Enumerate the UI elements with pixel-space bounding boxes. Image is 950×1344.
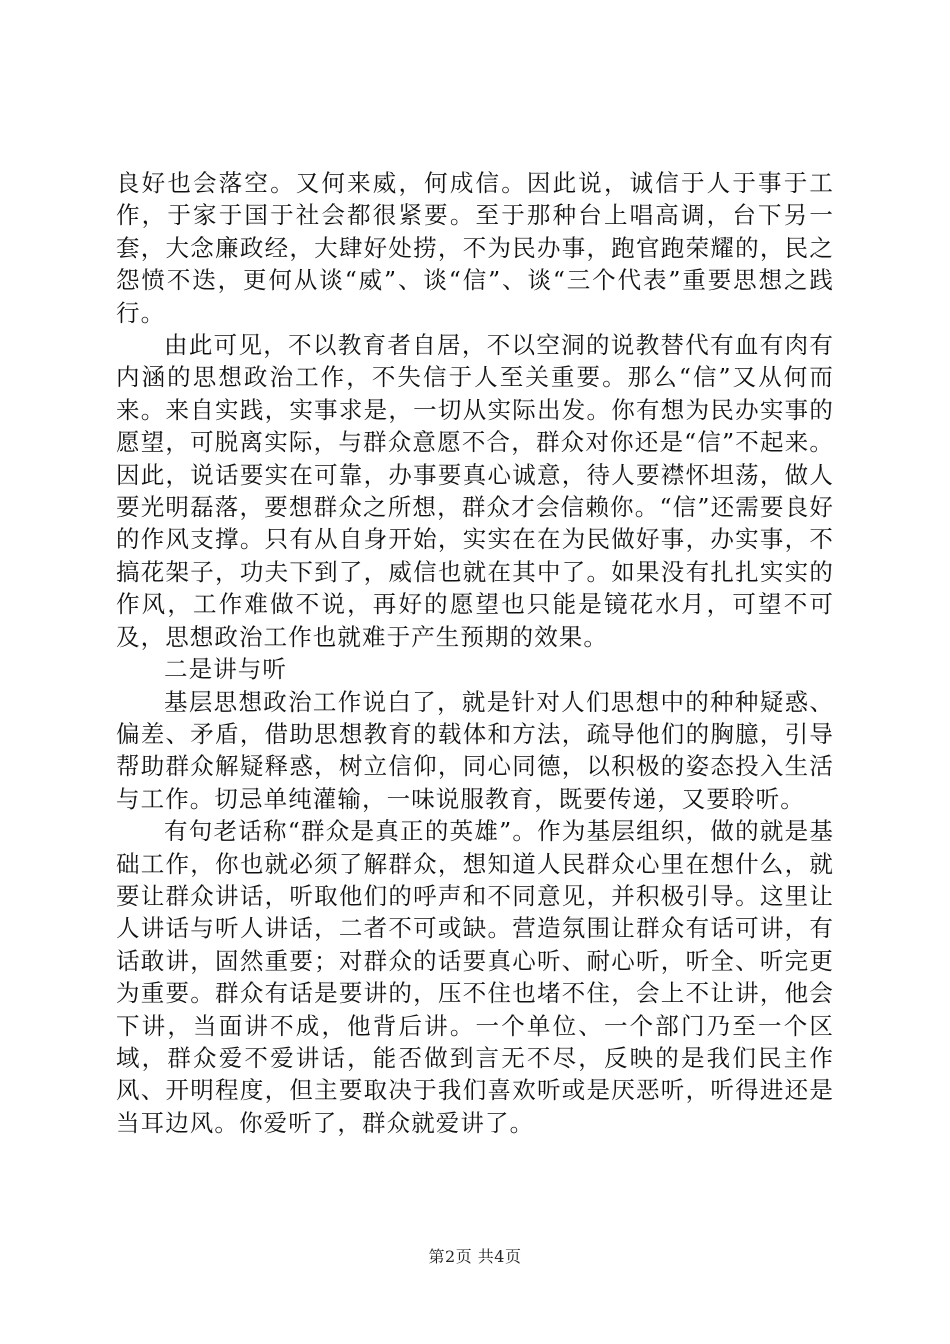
- page-footer: [0, 1244, 950, 1267]
- paragraph-2: 由此可见，不以教育者自居，不以空洞的说教替代有血有肉有内涵的思想政治工作，不失信于人至关重要。那么“信”又从何而来。来自实践，实事求是，一切从实际出发。你有想为民办实事的愿望，可脱离实际，与群众意愿不合，群众对你还是“信”不起来。因此，说话要实在可靠，办事要真心诚意，待人要襟怀坦荡，做人要光明磊落，要想群众之所想，群众才会信赖你。“信”还需要良好的作风支撑。只有从自身开始，实实在在为民做好事，办实事，不搞花架子，功夫下到了，威信也就在其中了。如果没有扎扎实实的作风，工作难做不说，再好的愿望也只能是镜花水月，可望不可及，思想政治工作也就难于产生预期的效果。: [116, 331, 834, 651]
- page-total: 共4页: [477, 1247, 522, 1266]
- page-number: 第2页: [428, 1247, 473, 1266]
- document-body: [116, 167, 834, 1139]
- section-heading: 二是讲与听: [164, 655, 287, 684]
- paragraph-1: 良好也会落空。又何来威，何成信。因此说，诚信于人于事于工作，于家于国于社会都很紧要。至于那种台上唱高调，台下另一套，大念廉政经，大肆好处捞，不为民办事，跑官跑荣耀的，民之怨愤不迭，更何从谈“威”、谈“信”、谈“三个代表”重要思想之践行。: [116, 169, 834, 327]
- paragraph-4: 有句老话称“群众是真正的英雄”。作为基层组织，做的就是基础工作，你也就必须了解群众，想知道人民群众心里在想什么，就要让群众讲话，听取他们的呼声和不同意见，并积极引导。这里让人讲话与听人讲话，二者不可或缺。营造氛围让群众有话可讲，有话敢讲，固然重要；对群众的话要真心听、耐心听，听全、听完更为重要。群众有话是要讲的，压不住也堵不住，会上不让讲，他会下讲，当面讲不成，他背后讲。一个单位、一个部门乃至一个区域，群众爱不爱讲话，能否做到言无不尽，反映的是我们民主作风、开明程度，但主要取决于我们喜欢听或是厌恶听，听得进还是当耳边风。你爱听了，群众就爱讲了。: [116, 817, 834, 1137]
- paragraph-3: 基层思想政治工作说白了，就是针对人们思想中的种种疑惑、偏差、矛盾，借助思想教育的载体和方法，疏导他们的胸臆，引导帮助群众解疑释惑，树立信仰，同心同德，以积极的姿态投入生活与工作。切忌单纯灌输，一味说服教育，既要传递，又要聆听。: [116, 687, 834, 813]
